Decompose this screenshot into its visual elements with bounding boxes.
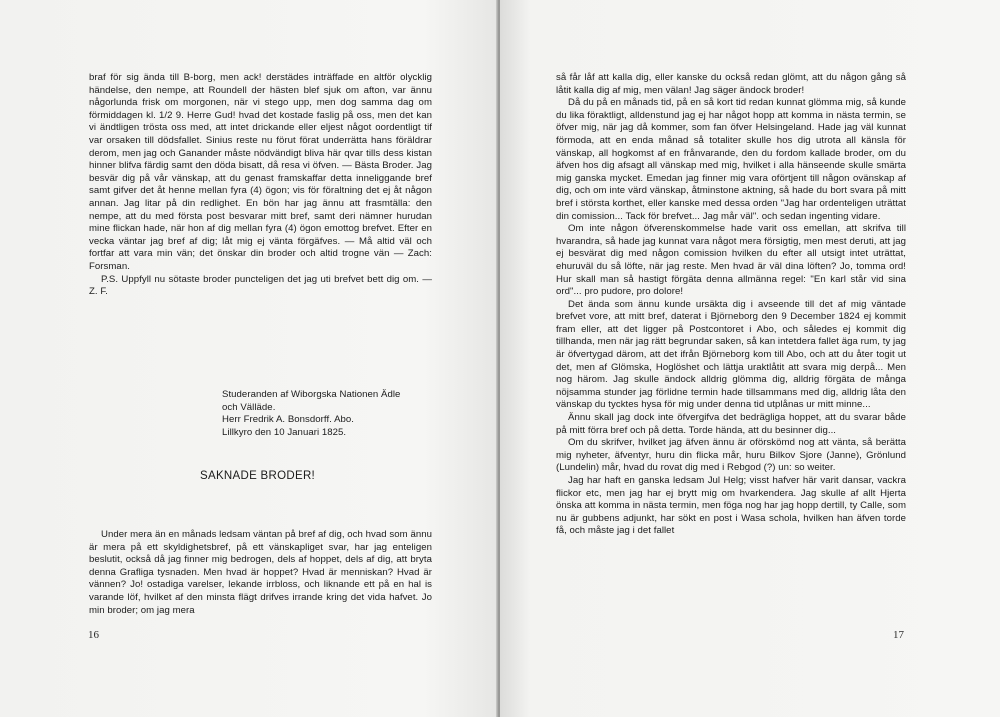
left-bottom-text-block (89, 529, 432, 617)
letter-paragraph: Det ända som ännu kunde ursäkta dig i avseende till det af mig väntade brefvet vore, att mitt bref, daterat i Björneborg den 9 December 1824 ej kommit fram eller, att det ligger på Postcontoret i Abo, och således ej kommit dig tillhanda, men när jag rätt begrundar saken, så kan intetdera fallet äga rum, ty jag är öfvertygad därom, att det ifrån Björneborg kom till Abo, och att du åter togit ut det, men af Glömska, Hoglöshet och lättja uraktlåtit att svara mig derpå... Men nog härom. Jag skulle ändock alldrig glömma dig, alldrig förgäta de många nöjsamma stunder jag förlidne termin hade tillsammans med dig, alldrig låta den vänskap du tycktes hysa för mig under denna tid utplånas ur mitt minne... (556, 298, 906, 411)
address-line: Herr Fredrik A. Bonsdorff. Abo. (222, 414, 355, 426)
letter-paragraph: så får låf att kalla dig, eller kanske du också redan glömt, att du någon gång så låtit kalla dig af mig, men välan! Jag säger ändock broder! (556, 72, 906, 96)
address-line: Studeranden af Wiborgska Nationen Ädle (222, 389, 401, 400)
letter-paragraph: Jag har haft en ganska ledsam Jul Helg; visst hafver här varit dansar, vackra flickor etc, men jag har ej brytt mig om hvarkendera. Jag skulle af allt Hjerta önska att komma in nästa termin, men föga nog har jag hopp dertill, ty Calle, som nu är gubbens adjunkt, har sökt en post i Wasa schola, hvilken han äfven torde få, och måste jag i det fallet (556, 475, 906, 537)
left-top-text-block (89, 72, 432, 299)
address-line: och Välläde. (222, 401, 276, 413)
right-text-block (556, 72, 906, 538)
letter-paragraph: Under mera än en månads ledsam väntan på bref af dig, och hvad som ännu är mera på ett skyldighetsbref, på ett vänskapliget svar, har jag enteligen beslutit, också då jag finner mig bedrogen, dels af hoppet, dels af dig, att bryta denna Grafliga tysnaden. Men hvad är hoppet? Hvad är menniskan? Hvad är vännen? Jo! ostadiga varelser, lekande irrbloss, och liknande ett på en hal is varande löf, hvilket af den minsta flägt drifves irrande kring det vida hafvet. Jo min broder; om jag mera (89, 529, 432, 616)
page-number-left: 16 (88, 629, 99, 641)
letter-paragraph: Då du på en månads tid, på en så kort tid redan kunnat glömma mig, så kunde du lika föraktligt, alldenstund jag ej har något hopp att komma in nästa termin, se öfver mig, när jag då kommer, som fan öfver Helsingeland. Hade jag väl kunnat förmoda, att en enda månad så totaliter skulle hos dig utrota all känsla för vänskap, all hogkomst af en frånvarande, den du fordom kallade broder, om du äfven hos dig afsagt all vänskap med mig, hvilket i alla hänseende skulle smärta mig ganska mycket. Emedan jag finner mig vara oförtjent till någon ovänskap af dig, och om inte värd vänskap, åtminstone aktning, så hade du bort svara på mitt bref i största korthet, eller kanske med dessa orden "Jag har ordenteligen uträttat din comission... Tack för brefvet... Jag mår väl". och sedan ingenting vidare. (556, 97, 906, 222)
section-heading: SAKNADE BRODER! (200, 470, 316, 482)
address-line: Lillkyro den 10 Januari 1825. (222, 426, 347, 438)
letter-paragraph: Ännu skall jag dock inte öfvergifva det bedrägliga hoppet, att du svarar både på mitt förra bref och på detta. Torde hända, att du besinner dig... (556, 412, 906, 436)
address-block (222, 389, 452, 439)
left-page (0, 0, 498, 717)
letter-paragraph: braf för sig ända till B-borg, men ack! derstädes inträffade en altför olycklig händelse, den nempe, att Roundell der hästen blef sjuk om afton, var ännu någorlunda frisk om morgonen, när vi stego upp, men dog samma dag om förmiddagen kl. 1/2 9. Herre Gud! hvad det kostade faslig på oss, men det kan vi ändtligen trösta oss med, att intet drickande eller eljest något oordentligt tif var orsaken till dödsfallet. Sinius reste nu förut förat underrätta hans föräldrar derom, men jag och Ganander måste nödvändigt bliva här qvar tills dess kistan hinner blifva färdig samt den döda bisatt, då resa vi öfven. — Bästa Broder. Jag besvär dig på vår vänskap, att du genast framskaffar detta inneliggande bref samt gifver det åt henne mellan fyra (4) ögon; vis för föraltning det ej åt någon annan. Jag litar på din redlighet. En bön har jag ännu att frasmtälla: den nempe, att du med första post besvarar mitt bref, samt deri nämner hurudan mine flickan hade, när hon af dig mellan fyra (4) ögon emottog brefvet. Efter en vecka väntar jag bref af dig; låt mig ej vänta förgäfves. — Må altid väl och fortfar att vara min vän; det önskar din broder och altid trogne vän — Zach: Forsman. (89, 72, 432, 272)
letter-paragraph: Om inte någon öfverenskommelse hade varit oss emellan, att skrifva till hvarandra, så hade jag kunnat vara något mera försigtig, men mest deruti, att jag ej besvärat dig med någon comission hvilken du efter all utsigt intet uträttat, ehuruväl du så löfte, när jag reste. Men hvad är väl dina löften? Jo, tomma ord! Hur skall man så hastigt förgäta denna allmänna regel: "En karl står vid sina ord"... pro pudore, pro dolore! (556, 223, 906, 298)
right-page (500, 0, 1000, 717)
letter-paragraph: Om du skrifver, hvilket jag äfven ännu är oförskömd nog att vänta, så berätta mig nyheter, äfventyr, huru din flicka mår, huru Bilkov Sjore (Janne), Grönlund (Lundelin) mår, hvad du rovat dig med i Rebgod (?) un: so weiter. (556, 437, 906, 474)
postscript-paragraph: P.S. Uppfyll nu sötaste broder puncteligen det jag uti brefvet bett dig om. — Z. F. (89, 273, 432, 298)
page-number-right: 17 (893, 629, 904, 641)
